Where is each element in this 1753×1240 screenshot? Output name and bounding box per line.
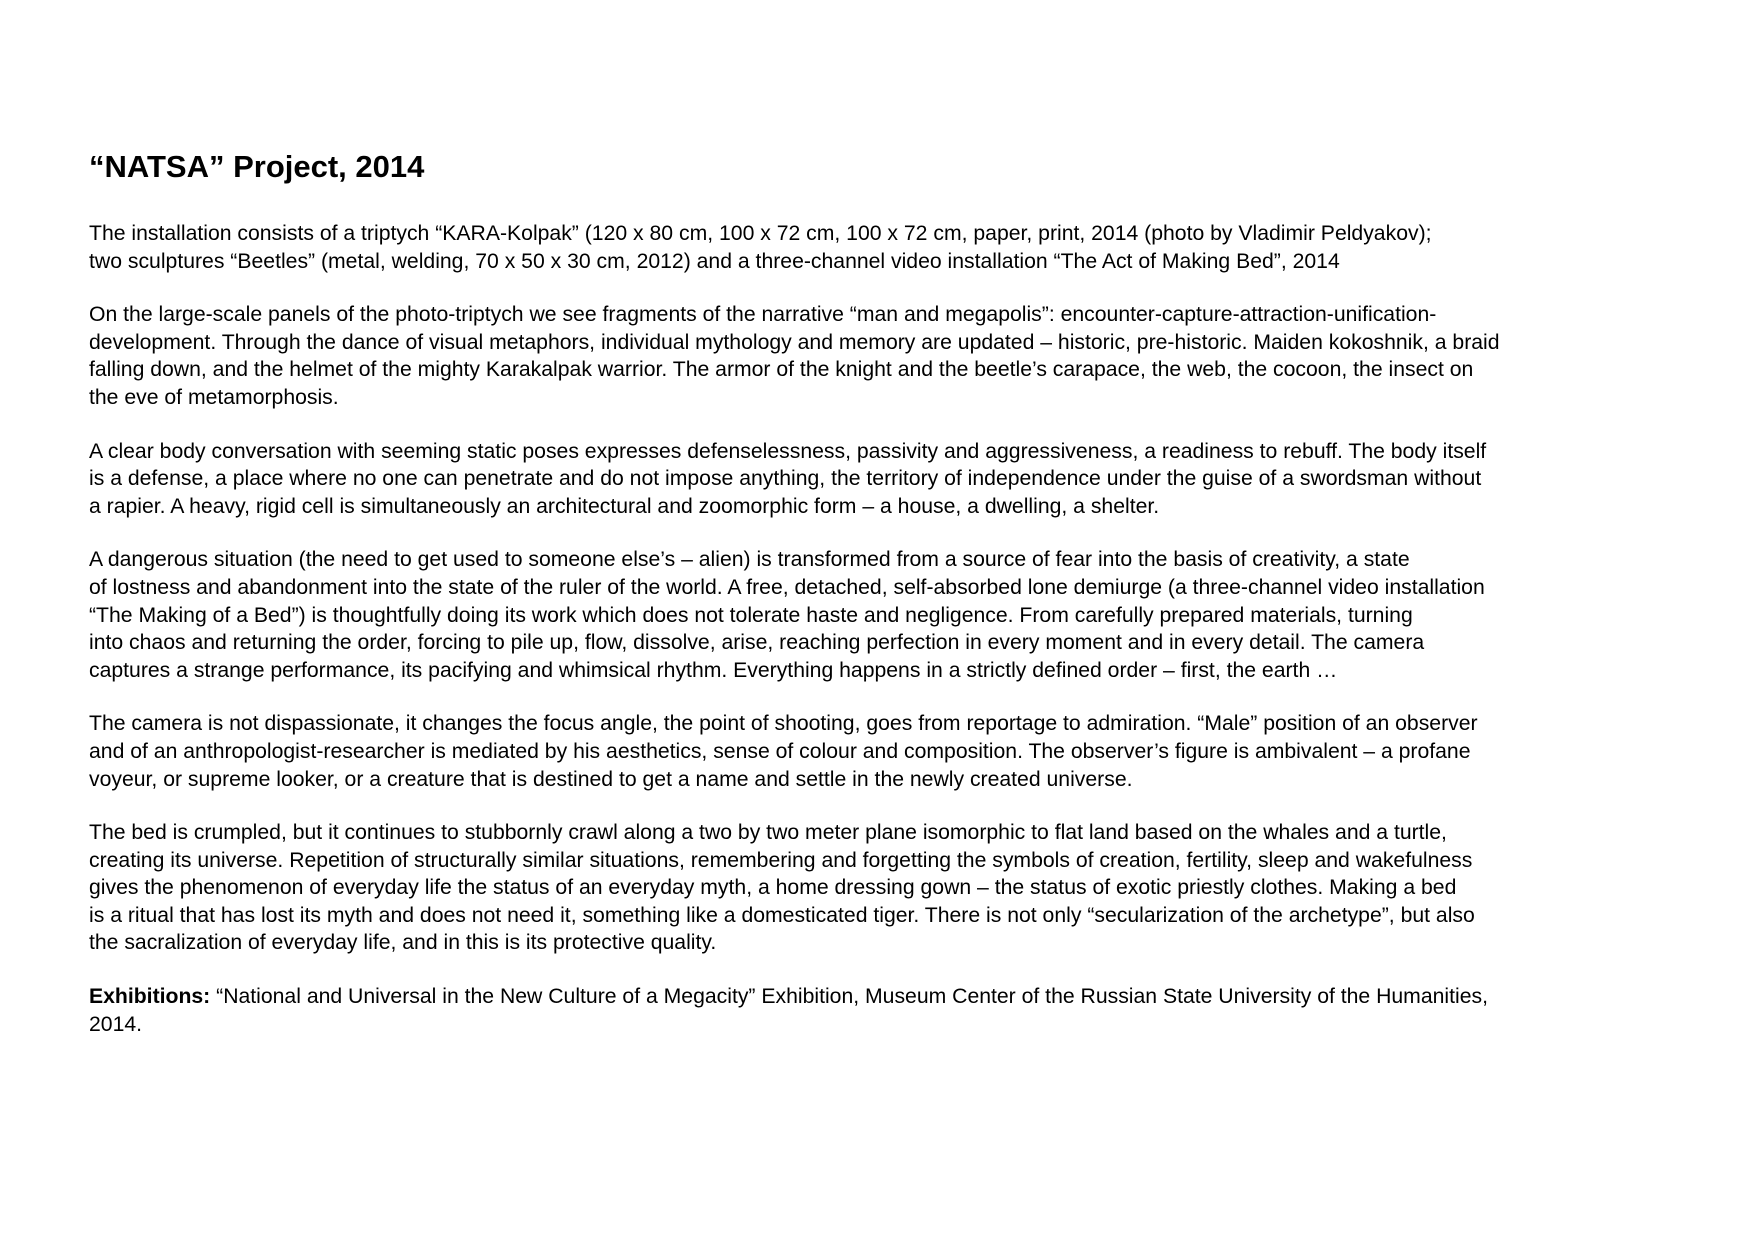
paragraph-line: The bed is crumpled, but it continues to stubbornly crawl along a two by two meter plane isomorphic to flat land based on the whales and a turtle,: [89, 821, 1447, 845]
document-page: [89, 147, 1649, 1064]
paragraph-line: a rapier. A heavy, rigid cell is simultaneously an architectural and zoomorphic form – a house, a dwelling, a shelter.: [89, 494, 1160, 518]
body-paragraph-5: [89, 710, 1649, 793]
paragraph-line: On the large-scale panels of the photo-triptych we see fragments of the narrative “man and megapolis”: encounter-capture-attraction-unification-: [89, 303, 1437, 327]
exhibitions-paragraph: [89, 983, 1649, 1038]
paragraph-line: creating its universe. Repetition of structurally similar situations, remembering and forgetting the symbols of creation, fertility, sleep and wakefulness: [89, 848, 1473, 872]
paragraph-line: into chaos and returning the order, forcing to pile up, flow, dissolve, arise, reaching perfection in every moment and in every detail. The camera: [89, 631, 1425, 655]
paragraph-line: the sacralization of everyday life, and in this is its protective quality.: [89, 931, 717, 955]
paragraph-line: is a defense, a place where no one can penetrate and do not impose anything, the territory of independence under the guise of a swordsman without: [89, 467, 1482, 491]
body-paragraph-3: [89, 438, 1649, 521]
paragraph-line: two sculptures “Beetles” (metal, welding, 70 x 50 x 30 cm, 2012) and a three-channel video installation “The Act of Making Bed”, 2014: [89, 249, 1340, 273]
paragraph-line: voyeur, or supreme looker, or a creature that is destined to get a name and settle in the newly created universe.: [89, 767, 1133, 791]
paragraph-line: is a ritual that has lost its myth and does not need it, something like a domesticated tiger. There is not only “secularization of the archetype”, but also: [89, 903, 1475, 927]
paragraph-line: A clear body conversation with seeming static poses expresses defenselessness, passivity and aggressiveness, a readiness to rebuff. The body itself: [89, 439, 1487, 463]
exhibitions-label: Exhibitions:: [89, 985, 211, 1009]
body-paragraph-6: [89, 819, 1649, 957]
exhibitions-line-2: 2014.: [89, 1012, 143, 1036]
page-title: “NATSA” Project, 2014: [89, 149, 425, 184]
body-paragraph-1: [89, 220, 1649, 275]
paragraph-line: gives the phenomenon of everyday life the status of an everyday myth, a home dressing gown – the status of exotic priestly clothes. Making a bed: [89, 876, 1457, 900]
exhibitions-text: “National and Universal in the New Culture of a Megacity” Exhibition, Museum Center of the Russian State University of the Humanities,: [210, 985, 1488, 1009]
paragraph-line: of lostness and abandonment into the state of the ruler of the world. A free, detached, self-absorbed lone demiurge (a three-channel video installation: [89, 575, 1485, 599]
paragraph-line: captures a strange performance, its pacifying and whimsical rhythm. Everything happens in a strictly defined order – first, the earth …: [89, 658, 1338, 682]
paragraph-line: The camera is not dispassionate, it changes the focus angle, the point of shooting, goes from reportage to admiration. “Male” position of an observer: [89, 712, 1478, 736]
paragraph-line: A dangerous situation (the need to get used to someone else’s – alien) is transformed from a source of fear into the basis of creativity, a state: [89, 548, 1410, 572]
body-text: [89, 220, 1649, 957]
exhibitions-line-1: [89, 983, 1649, 1011]
paragraph-line: and of an anthropologist-researcher is mediated by his aesthetics, sense of colour and composition. The observer’s figure is ambivalent – a profane: [89, 739, 1471, 763]
body-paragraph-4: [89, 546, 1649, 684]
paragraph-line: falling down, and the helmet of the mighty Karakalpak warrior. The armor of the knight and the beetle’s carapace, the web, the cocoon, the insect on: [89, 358, 1474, 382]
body-paragraph-2: [89, 301, 1649, 411]
paragraph-line: “The Making of a Bed”) is thoughtfully doing its work which does not tolerate haste and negligence. From carefully prepared materials, turning: [89, 603, 1413, 627]
paragraph-line: the eve of metamorphosis.: [89, 385, 339, 409]
paragraph-line: The installation consists of a triptych “KARA-Kolpak” (120 x 80 cm, 100 x 72 cm, 100 x 72 cm, paper, print, 2014 (photo by Vladimir Peldyakov);: [89, 222, 1432, 245]
paragraph-line: development. Through the dance of visual metaphors, individual mythology and memory are updated – historic, pre-historic. Maiden kokoshnik, a braid: [89, 330, 1500, 354]
